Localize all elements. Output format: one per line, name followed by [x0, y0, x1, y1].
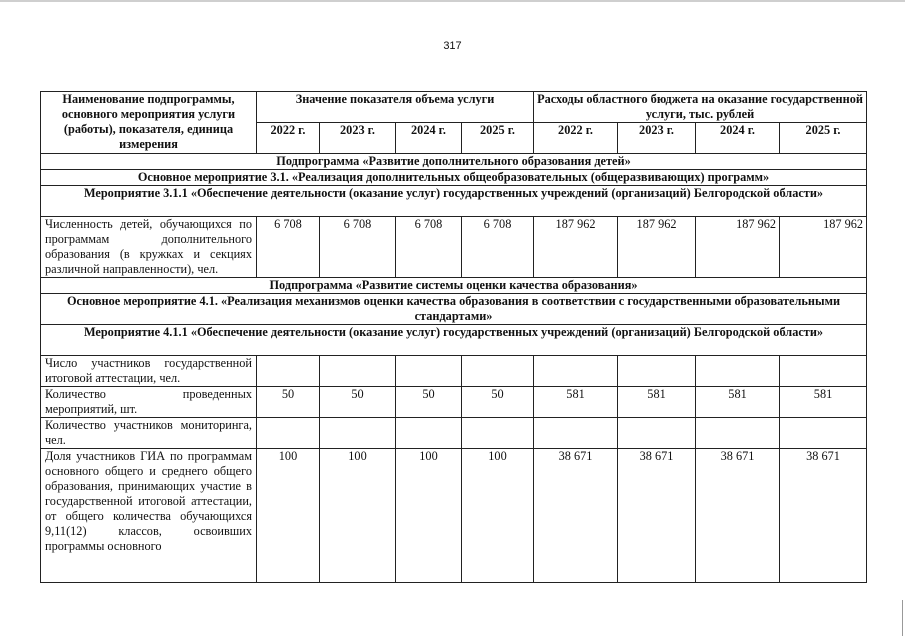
value-cell: 581 [696, 387, 780, 418]
year-header: 2022 г. [257, 123, 320, 154]
value-cell: 100 [462, 449, 534, 583]
row-label: Количество проведенных мероприятий, шт. [41, 387, 257, 418]
year-header: 2025 г. [462, 123, 534, 154]
value-cell: 6 708 [396, 217, 462, 278]
value-cell [696, 418, 780, 449]
main-activity-heading: Основное мероприятие 3.1. «Реализация дополнительных общеобразовательных (общеразвивающих) программ» [41, 170, 867, 186]
col-name-header: Наименование подпрограммы, основного мероприятия услуги (работы), показателя, единица измерения [41, 92, 257, 154]
value-cell [320, 418, 396, 449]
value-cell: 6 708 [257, 217, 320, 278]
scan-top-edge [0, 0, 905, 2]
year-header: 2023 г. [618, 123, 696, 154]
main-activity-heading: Основное мероприятие 4.1. «Реализация механизмов оценки качества образования в соответствии с государственными образовательными стандартами» [41, 294, 867, 325]
year-header: 2024 г. [696, 123, 780, 154]
value-cell: 50 [320, 387, 396, 418]
value-cell [534, 356, 618, 387]
table-row [41, 217, 867, 278]
row-label: Количество участников мониторинга, чел. [41, 418, 257, 449]
value-cell: 581 [780, 387, 867, 418]
value-cell: 50 [396, 387, 462, 418]
row-label: Число участников государственной итоговой аттестации, чел. [41, 356, 257, 387]
value-cell: 6 708 [320, 217, 396, 278]
value-cell: 187 962 [780, 217, 867, 278]
value-cell [462, 356, 534, 387]
value-cell: 6 708 [462, 217, 534, 278]
section-row [41, 325, 867, 356]
budget-table [40, 91, 867, 583]
value-cell: 100 [257, 449, 320, 583]
value-cell: 187 962 [534, 217, 618, 278]
table-row [41, 387, 867, 418]
year-header: 2022 г. [534, 123, 618, 154]
value-cell [696, 356, 780, 387]
value-cell: 50 [462, 387, 534, 418]
subprogram-heading: Подпрограмма «Развитие дополнительного образования детей» [41, 154, 867, 170]
value-cell: 187 962 [696, 217, 780, 278]
year-header: 2025 г. [780, 123, 867, 154]
value-cell: 38 671 [618, 449, 696, 583]
value-cell [320, 356, 396, 387]
value-cell: 100 [396, 449, 462, 583]
value-cell: 100 [320, 449, 396, 583]
year-header: 2024 г. [396, 123, 462, 154]
value-cell [780, 418, 867, 449]
table-row [41, 356, 867, 387]
section-row [41, 170, 867, 186]
value-cell [257, 418, 320, 449]
year-header: 2023 г. [320, 123, 396, 154]
value-cell: 581 [618, 387, 696, 418]
value-cell [780, 356, 867, 387]
section-row [41, 154, 867, 170]
budget-group-header: Расходы областного бюджета на оказание государственной услуги, тыс. рублей [534, 92, 867, 123]
value-cell [396, 418, 462, 449]
value-cell: 187 962 [618, 217, 696, 278]
table-row [41, 449, 867, 583]
activity-heading: Мероприятие 4.1.1 «Обеспечение деятельности (оказание услуг) государственных учреждений (организаций) Белгородской области» [41, 325, 867, 356]
value-cell: 50 [257, 387, 320, 418]
activity-heading: Мероприятие 3.1.1 «Обеспечение деятельности (оказание услуг) государственных учреждений (организаций) Белгородской области» [41, 186, 867, 217]
row-label: Доля участников ГИА по программам основного общего и среднего общего образования, принимающих участие в государственной итоговой аттестации, от общего количества обучающихся 9,11(12) классов, освоивших программы основного [41, 449, 257, 583]
page-number: 317 [443, 40, 462, 52]
table-row [41, 418, 867, 449]
value-cell [618, 418, 696, 449]
subprogram-heading: Подпрограмма «Развитие системы оценки качества образования» [41, 278, 867, 294]
value-cell [462, 418, 534, 449]
section-row [41, 278, 867, 294]
scan-edge-mark [902, 600, 903, 636]
value-cell [396, 356, 462, 387]
value-cell [257, 356, 320, 387]
section-row [41, 186, 867, 217]
value-cell [618, 356, 696, 387]
value-cell: 38 671 [696, 449, 780, 583]
value-cell: 38 671 [780, 449, 867, 583]
section-row [41, 294, 867, 325]
value-cell: 38 671 [534, 449, 618, 583]
row-label: Численность детей, обучающихся по программам дополнительного образования (в кружках и секциях различной направленности), чел. [41, 217, 257, 278]
header-row-1 [41, 92, 867, 123]
value-cell: 581 [534, 387, 618, 418]
value-cell [534, 418, 618, 449]
volume-group-header: Значение показателя объема услуги [257, 92, 534, 123]
